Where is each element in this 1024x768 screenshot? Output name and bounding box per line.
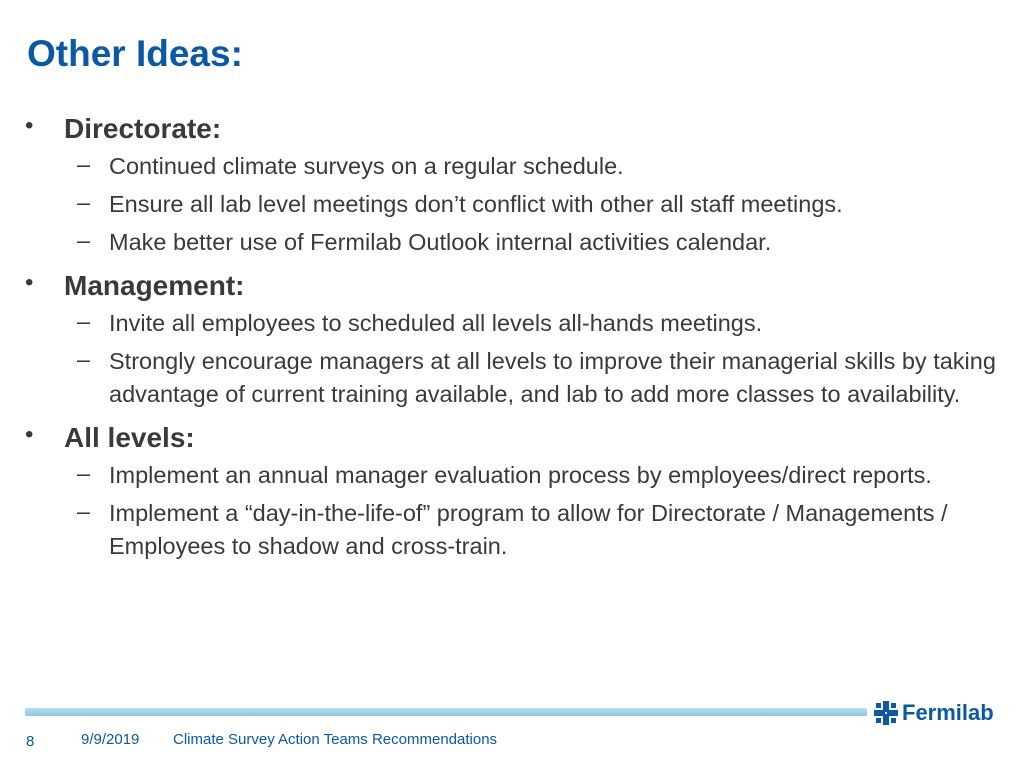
- slide-content: [0, 108, 1024, 569]
- bullet-icon: •: [25, 421, 34, 448]
- list-item: Make better use of Fermilab Outlook internal activities calendar.: [109, 229, 772, 255]
- dash-icon: –: [77, 346, 91, 372]
- footer-divider-bar: [25, 708, 867, 716]
- list-item: Implement a “day-in-the-life-of” program to allow for Directorate / Managements / Employees to shadow and cross-train.: [109, 500, 948, 559]
- dash-icon: –: [77, 151, 91, 177]
- footer-title: Climate Survey Action Teams Recommendations: [173, 731, 498, 748]
- bullet-icon: •: [25, 269, 34, 296]
- list-item: Strongly encourage managers at all levels to improve their managerial skills by taking advantage of current training available, and lab to add more classes to availability.: [109, 348, 996, 407]
- list-item: Ensure all lab level meetings don’t conflict with other all staff meetings.: [109, 191, 843, 217]
- section-directorate: [0, 108, 1024, 259]
- dash-icon: –: [77, 189, 91, 215]
- section-management: [0, 265, 1024, 411]
- list-item: Continued climate surveys on a regular schedule.: [109, 153, 624, 179]
- bullet-icon: •: [25, 112, 34, 139]
- dash-icon: –: [77, 227, 91, 253]
- list-item: Invite all employees to scheduled all levels all-hands meetings.: [109, 310, 763, 336]
- fermilab-logo: [874, 698, 994, 728]
- slide-title: Other Ideas:: [27, 33, 243, 74]
- section-heading: All levels:: [64, 422, 195, 453]
- page-number: 8: [26, 733, 35, 750]
- section-heading: Directorate:: [64, 113, 222, 144]
- fermilab-logo-icon: [874, 701, 898, 725]
- footer-date: 9/9/2019: [81, 731, 140, 748]
- section-heading: Management:: [64, 270, 245, 301]
- dash-icon: –: [77, 460, 91, 486]
- section-all-levels: [0, 417, 1024, 563]
- list-item: Implement an annual manager evaluation process by employees/direct reports.: [109, 462, 932, 488]
- logo-text: Fermilab: [902, 700, 994, 725]
- dash-icon: –: [77, 498, 91, 524]
- dash-icon: –: [77, 308, 91, 334]
